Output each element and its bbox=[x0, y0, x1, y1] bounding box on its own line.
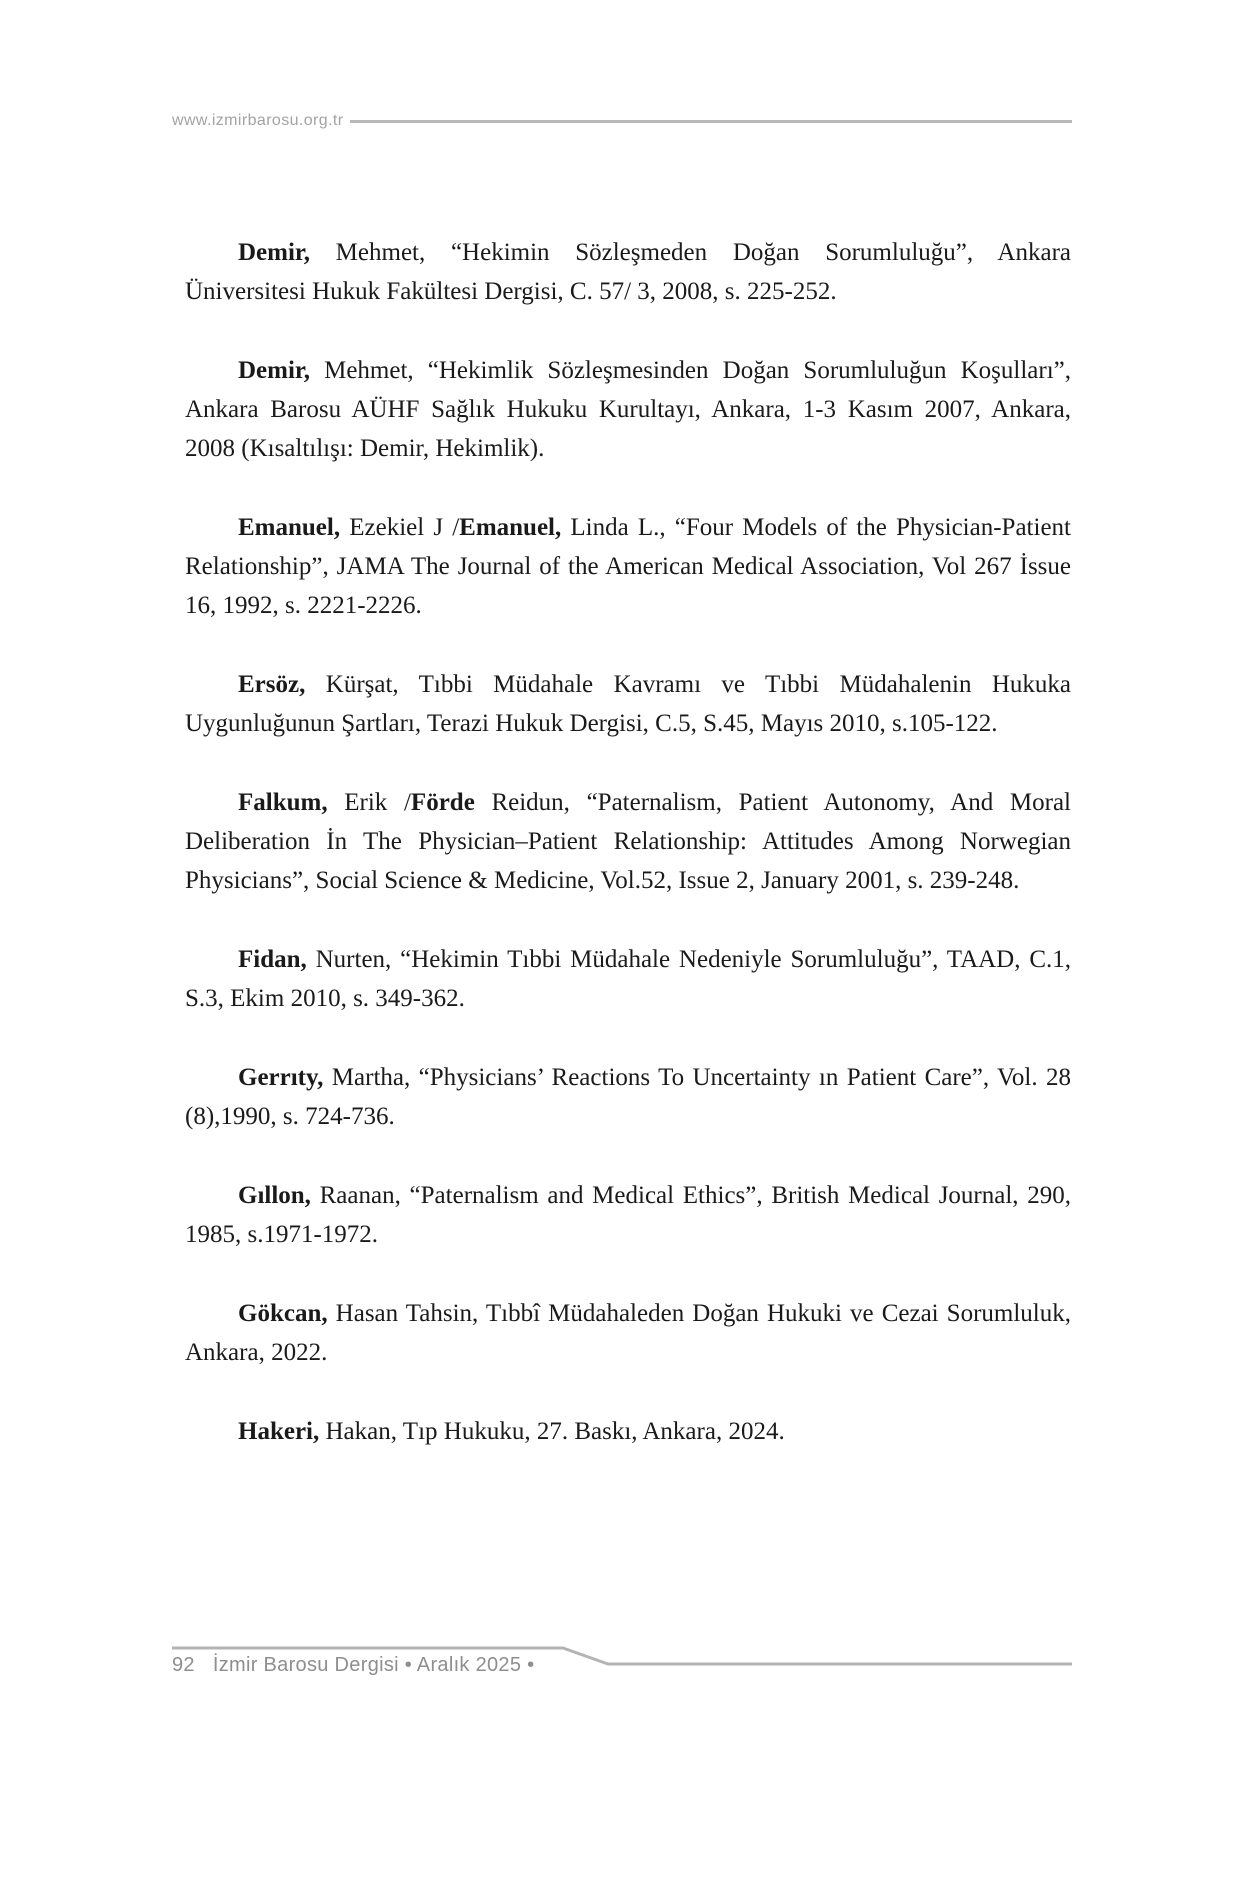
entry-author-bold: Hakeri, bbox=[238, 1418, 320, 1445]
entry-author-bold: Gökcan, bbox=[238, 1300, 328, 1327]
bibliography-entry bbox=[185, 351, 1071, 468]
entry-author-bold: Falkum, bbox=[238, 789, 328, 816]
entry-author-bold: Emanuel, bbox=[238, 514, 341, 541]
entry-author-bold: Emanuel, bbox=[459, 514, 562, 541]
bibliography-entry bbox=[185, 940, 1071, 1018]
entry-text: Raanan, “Paternalism and Medical Ethics”, British Medical Journal, 290, 1985, s.1971-1972. bbox=[185, 1182, 1071, 1248]
bibliography-entry bbox=[185, 508, 1071, 625]
entry-text: Nurten, “Hekimin Tıbbi Müdahale Nedeniyle Sorumluluğu”, TAAD, C.1, S.3, Ekim 2010, s. 349-362. bbox=[185, 946, 1071, 1012]
entry-text: Erik / bbox=[327, 789, 411, 816]
entry-author-bold: Förde bbox=[410, 789, 475, 816]
bibliography-entry bbox=[185, 665, 1071, 743]
entry-author-bold: Demir, bbox=[238, 239, 310, 266]
entry-author-bold: Demir, bbox=[238, 357, 310, 384]
entry-author-bold: Ersöz, bbox=[238, 671, 306, 698]
entry-text: Ezekiel J / bbox=[340, 514, 460, 541]
entry-text: Kürşat, Tıbbi Müdahale Kavramı ve Tıbbi Müdahalenin Hukuka Uygunluğunun Şartları, Terazi Hukuk Dergisi, C.5, S.45, Mayıs 2010, s.105-122. bbox=[185, 671, 1071, 737]
entry-text: Hakan, Tıp Hukuku, 27. Baskı, Ankara, 2024. bbox=[319, 1418, 785, 1445]
page-footer bbox=[172, 1654, 534, 1677]
entry-text: Hasan Tahsin, Tıbbî Müdahaleden Doğan Hukuki ve Cezai Sorumluluk, Ankara, 2022. bbox=[185, 1300, 1071, 1366]
bibliography-entry bbox=[185, 1294, 1071, 1372]
entry-text: Martha, “Physicians’ Reactions To Uncertainty ın Patient Care”, Vol. 28 (8),1990, s. 724-736. bbox=[185, 1064, 1071, 1130]
entry-text: Reidun, “Paternalism, Patient Autonomy, And Moral Deliberation İn The Physician–Patient Relationship: Attitudes Among Norwegian Physicians”, Social Science & Medicine, Vol.52, Issue 2, January 2001, s. 239-248. bbox=[185, 789, 1071, 894]
entry-text: Mehmet, “Hekimlik Sözleşmesinden Doğan Sorumluluğun Koşulları”, Ankara Barosu AÜHF Sağlık Hukuku Kurultayı, Ankara, 1-3 Kasım 2007, Ankara, 2008 (Kısaltılışı: Demir, Hekimlik). bbox=[185, 357, 1071, 462]
entry-author-bold: Gıllon, bbox=[238, 1182, 311, 1209]
bibliography bbox=[185, 233, 1071, 1491]
bibliography-entry bbox=[185, 1058, 1071, 1136]
header-rule bbox=[350, 120, 1072, 123]
bibliography-entry bbox=[185, 1412, 1071, 1451]
bibliography-entry bbox=[185, 783, 1071, 900]
entry-text: Mehmet, “Hekimin Sözleşmeden Doğan Sorumluluğu”, Ankara Üniversitesi Hukuk Fakültesi Dergisi, C. 57/ 3, 2008, s. 225-252. bbox=[185, 239, 1071, 305]
footer-journal-title: İzmir Barosu Dergisi • Aralık 2025 • bbox=[212, 1654, 535, 1676]
bibliography-entry bbox=[185, 233, 1071, 311]
bibliography-entry bbox=[185, 1176, 1071, 1254]
entry-author-bold: Fidan, bbox=[238, 946, 307, 973]
entry-text: Linda L., “Four Models of the Physician-Patient Relationship”, JAMA The Journal of the American Medical Association, Vol 267 İssue 16, 1992, s. 2221-2226. bbox=[185, 514, 1071, 619]
page-header bbox=[172, 112, 1072, 130]
entry-author-bold: Gerrıty, bbox=[238, 1064, 324, 1091]
page-number: 92 bbox=[172, 1654, 195, 1676]
header-website-url: www.izmirbarosu.org.tr bbox=[172, 112, 344, 129]
